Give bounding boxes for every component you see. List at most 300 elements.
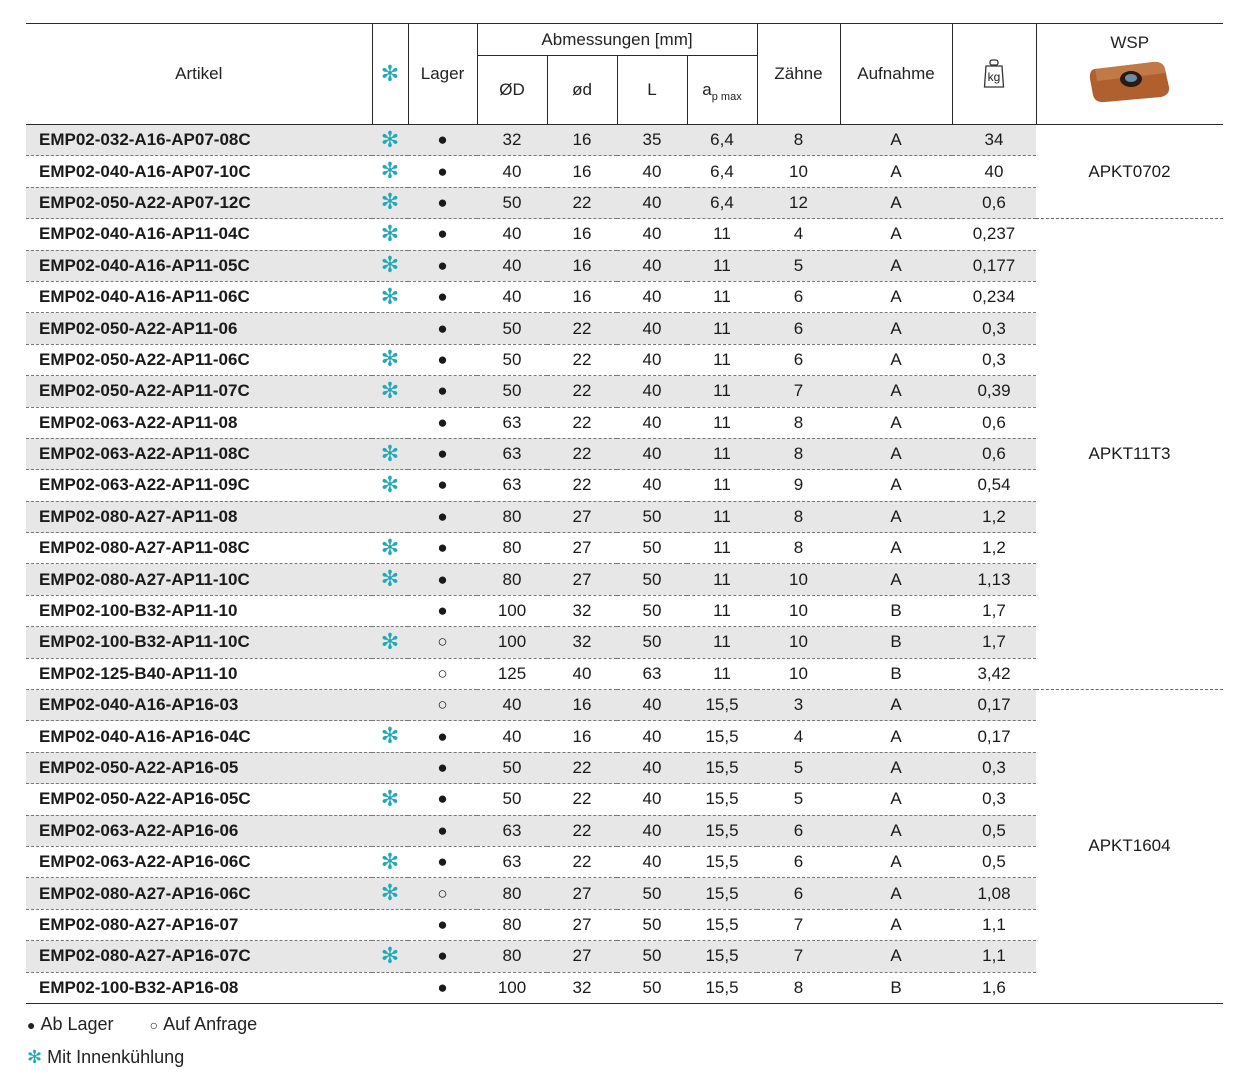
cell-d: 22 <box>547 752 617 783</box>
cell-cooling <box>372 721 408 752</box>
cell-cooling <box>372 595 408 626</box>
cell-d: 16 <box>547 721 617 752</box>
cell-aufnahme: A <box>840 219 952 250</box>
cell-cooling <box>372 533 408 564</box>
cell-artikel: EMP02-063-A22-AP11-08 <box>26 407 372 438</box>
cell-weight: 1,1 <box>952 941 1036 972</box>
cooling-icon: ✻ <box>380 189 400 215</box>
cooling-icon: ✻ <box>380 126 400 152</box>
cooling-icon: ✻ <box>380 220 400 246</box>
cell-dd: 40 <box>477 721 547 752</box>
cell-l: 40 <box>617 250 687 281</box>
cell-lager: ● <box>408 784 477 815</box>
cell-d: 32 <box>547 595 617 626</box>
cell-zaehne: 10 <box>757 595 840 626</box>
cell-l: 40 <box>617 846 687 877</box>
cell-l: 40 <box>617 721 687 752</box>
header-abmessungen: Abmessungen [mm] <box>477 24 757 56</box>
cell-dd: 50 <box>477 752 547 783</box>
cell-zaehne: 8 <box>757 972 840 1003</box>
cell-l: 50 <box>617 941 687 972</box>
cell-l: 40 <box>617 281 687 312</box>
header-d: ød <box>547 56 617 125</box>
cell-ap: 11 <box>687 344 757 375</box>
cell-lager: ● <box>408 595 477 626</box>
cell-cooling <box>372 878 408 909</box>
cell-lager: ○ <box>408 627 477 658</box>
cell-lager: ● <box>408 533 477 564</box>
cell-zaehne: 8 <box>757 125 840 156</box>
cell-d: 16 <box>547 156 617 187</box>
cell-l: 50 <box>617 595 687 626</box>
cell-artikel: EMP02-050-A22-AP11-06C <box>26 344 372 375</box>
cell-artikel: EMP02-050-A22-AP11-06 <box>26 313 372 344</box>
cooling-icon: ✻ <box>380 628 400 654</box>
header-dd: ØD <box>477 56 547 125</box>
cell-l: 40 <box>617 690 687 721</box>
cell-l: 35 <box>617 125 687 156</box>
cell-artikel: EMP02-040-A16-AP11-05C <box>26 250 372 281</box>
header-artikel: Artikel <box>26 24 372 125</box>
cell-lager: ● <box>408 376 477 407</box>
cell-lager: ● <box>408 846 477 877</box>
cell-zaehne: 5 <box>757 784 840 815</box>
cell-dd: 63 <box>477 407 547 438</box>
cell-ap: 11 <box>687 595 757 626</box>
cell-zaehne: 9 <box>757 470 840 501</box>
cooling-icon: ✻ <box>380 252 400 278</box>
table-row <box>26 125 1223 156</box>
cell-wsp: APKT0702 <box>1036 125 1223 219</box>
cell-aufnahme: B <box>840 627 952 658</box>
cell-l: 40 <box>617 752 687 783</box>
cell-l: 40 <box>617 438 687 469</box>
cooling-icon: ✻ <box>380 566 400 592</box>
cell-dd: 50 <box>477 187 547 218</box>
cell-lager: ● <box>408 501 477 532</box>
cell-aufnahme: A <box>840 690 952 721</box>
cell-weight: 0,3 <box>952 344 1036 375</box>
cell-zaehne: 8 <box>757 533 840 564</box>
table-row <box>26 219 1223 250</box>
cell-cooling <box>372 407 408 438</box>
cooling-icon: ✻ <box>380 346 400 372</box>
cell-l: 40 <box>617 187 687 218</box>
cell-dd: 100 <box>477 595 547 626</box>
cell-d: 32 <box>547 972 617 1003</box>
cell-lager: ● <box>408 125 477 156</box>
cell-ap: 6,4 <box>687 156 757 187</box>
cell-d: 27 <box>547 564 617 595</box>
cell-weight: 0,3 <box>952 313 1036 344</box>
cell-lager: ● <box>408 281 477 312</box>
cell-artikel: EMP02-063-A22-AP16-06C <box>26 846 372 877</box>
cell-lager: ● <box>408 344 477 375</box>
cell-weight: 0,5 <box>952 846 1036 877</box>
cell-l: 50 <box>617 627 687 658</box>
cooling-icon: ✻ <box>380 534 400 560</box>
cell-cooling <box>372 627 408 658</box>
cell-cooling <box>372 281 408 312</box>
cell-cooling <box>372 438 408 469</box>
cell-dd: 63 <box>477 846 547 877</box>
cell-weight: 40 <box>952 156 1036 187</box>
cell-zaehne: 10 <box>757 156 840 187</box>
cell-cooling <box>372 125 408 156</box>
cell-zaehne: 5 <box>757 752 840 783</box>
product-table <box>26 23 1223 1004</box>
cell-weight: 1,7 <box>952 595 1036 626</box>
cell-weight: 1,2 <box>952 533 1036 564</box>
cell-zaehne: 7 <box>757 941 840 972</box>
header-aufnahme: Aufnahme <box>840 24 952 125</box>
cell-wsp: APKT11T3 <box>1036 219 1223 690</box>
cell-ap: 15,5 <box>687 941 757 972</box>
cell-weight: 0,39 <box>952 376 1036 407</box>
cell-aufnahme: A <box>840 564 952 595</box>
cell-aufnahme: A <box>840 407 952 438</box>
cell-dd: 40 <box>477 219 547 250</box>
cell-ap: 15,5 <box>687 878 757 909</box>
header-l: L <box>617 56 687 125</box>
cell-weight: 1,08 <box>952 878 1036 909</box>
cooling-icon: ✻ <box>380 942 400 968</box>
cell-aufnahme: A <box>840 344 952 375</box>
cell-d: 16 <box>547 690 617 721</box>
cell-zaehne: 5 <box>757 250 840 281</box>
cell-cooling <box>372 846 408 877</box>
cell-ap: 11 <box>687 219 757 250</box>
cell-zaehne: 6 <box>757 878 840 909</box>
cell-d: 22 <box>547 470 617 501</box>
cell-lager: ● <box>408 156 477 187</box>
cell-aufnahme: A <box>840 846 952 877</box>
cell-dd: 50 <box>477 313 547 344</box>
cell-d: 40 <box>547 658 617 689</box>
cell-dd: 80 <box>477 564 547 595</box>
cell-aufnahme: A <box>840 878 952 909</box>
cell-dd: 125 <box>477 658 547 689</box>
cell-aufnahme: A <box>840 909 952 940</box>
cell-lager: ● <box>408 219 477 250</box>
cell-cooling <box>372 313 408 344</box>
cell-zaehne: 6 <box>757 344 840 375</box>
cell-ap: 11 <box>687 281 757 312</box>
cell-aufnahme: A <box>840 815 952 846</box>
cell-ap: 6,4 <box>687 187 757 218</box>
cell-d: 32 <box>547 627 617 658</box>
cell-cooling <box>372 344 408 375</box>
cell-dd: 40 <box>477 281 547 312</box>
cell-artikel: EMP02-080-A27-AP16-06C <box>26 878 372 909</box>
cell-cooling <box>372 250 408 281</box>
cell-cooling <box>372 972 408 1003</box>
cell-dd: 80 <box>477 909 547 940</box>
cell-zaehne: 10 <box>757 564 840 595</box>
cell-weight: 3,42 <box>952 658 1036 689</box>
cell-artikel: EMP02-050-A22-AP16-05C <box>26 784 372 815</box>
cell-lager: ● <box>408 564 477 595</box>
cell-aufnahme: A <box>840 533 952 564</box>
cell-dd: 32 <box>477 125 547 156</box>
cell-ap: 15,5 <box>687 721 757 752</box>
cell-ap: 15,5 <box>687 972 757 1003</box>
cell-weight: 0,177 <box>952 250 1036 281</box>
cell-weight: 1,2 <box>952 501 1036 532</box>
cell-d: 16 <box>547 125 617 156</box>
indexable-insert-icon <box>1087 57 1173 105</box>
cell-zaehne: 3 <box>757 690 840 721</box>
cell-weight: 0,237 <box>952 219 1036 250</box>
cell-artikel: EMP02-125-B40-AP11-10 <box>26 658 372 689</box>
cell-weight: 0,6 <box>952 407 1036 438</box>
cell-artikel: EMP02-100-B32-AP11-10 <box>26 595 372 626</box>
cell-l: 50 <box>617 564 687 595</box>
cooling-icon: ✻ <box>380 283 400 309</box>
cell-aufnahme: A <box>840 438 952 469</box>
cell-artikel: EMP02-080-A27-AP11-08C <box>26 533 372 564</box>
cell-ap: 11 <box>687 407 757 438</box>
cell-d: 22 <box>547 187 617 218</box>
cell-aufnahme: A <box>840 721 952 752</box>
cell-l: 40 <box>617 470 687 501</box>
cell-dd: 40 <box>477 690 547 721</box>
cell-l: 50 <box>617 878 687 909</box>
cell-dd: 50 <box>477 784 547 815</box>
cooling-icon: ✻ <box>380 471 400 497</box>
cell-ap: 15,5 <box>687 752 757 783</box>
cell-cooling <box>372 376 408 407</box>
cell-weight: 0,17 <box>952 690 1036 721</box>
cell-artikel: EMP02-080-A27-AP11-10C <box>26 564 372 595</box>
cell-d: 22 <box>547 438 617 469</box>
cell-d: 22 <box>547 407 617 438</box>
cell-aufnahme: A <box>840 941 952 972</box>
cell-artikel: EMP02-050-A22-AP16-05 <box>26 752 372 783</box>
legend-cooling-label: Mit Innenkühlung <box>47 1047 185 1067</box>
cell-l: 50 <box>617 533 687 564</box>
cell-lager: ● <box>408 313 477 344</box>
cell-zaehne: 8 <box>757 438 840 469</box>
cell-weight: 34 <box>952 125 1036 156</box>
cell-d: 27 <box>547 878 617 909</box>
cell-ap: 11 <box>687 313 757 344</box>
cell-weight: 0,3 <box>952 752 1036 783</box>
cell-d: 22 <box>547 376 617 407</box>
cell-l: 40 <box>617 815 687 846</box>
header-wsp <box>1036 24 1223 125</box>
cell-zaehne: 10 <box>757 658 840 689</box>
cell-ap: 15,5 <box>687 690 757 721</box>
cell-aufnahme: A <box>840 470 952 501</box>
wsp-title: WSP <box>1110 33 1150 52</box>
cell-artikel: EMP02-040-A16-AP11-06C <box>26 281 372 312</box>
weight-kg-icon <box>983 59 1005 89</box>
cell-artikel: EMP02-040-A16-AP11-04C <box>26 219 372 250</box>
cooling-legend-icon: ✻ <box>27 1047 43 1067</box>
header-zaehne: Zähne <box>757 24 840 125</box>
cell-zaehne: 7 <box>757 909 840 940</box>
cell-aufnahme: A <box>840 501 952 532</box>
cell-zaehne: 6 <box>757 846 840 877</box>
header-cooling <box>372 24 408 125</box>
cell-dd: 50 <box>477 344 547 375</box>
cell-lager: ○ <box>408 658 477 689</box>
cell-cooling <box>372 941 408 972</box>
cell-ap: 11 <box>687 658 757 689</box>
cell-ap: 11 <box>687 250 757 281</box>
cell-artikel: EMP02-040-A16-AP16-04C <box>26 721 372 752</box>
cell-cooling <box>372 156 408 187</box>
cell-lager: ● <box>408 250 477 281</box>
cell-zaehne: 8 <box>757 407 840 438</box>
cell-zaehne: 4 <box>757 721 840 752</box>
cell-d: 27 <box>547 501 617 532</box>
cell-weight: 0,6 <box>952 438 1036 469</box>
cell-ap: 6,4 <box>687 125 757 156</box>
cell-l: 40 <box>617 219 687 250</box>
cell-cooling <box>372 501 408 532</box>
cell-l: 40 <box>617 344 687 375</box>
cell-ap: 11 <box>687 376 757 407</box>
cell-aufnahme: B <box>840 595 952 626</box>
cooling-icon: ✻ <box>380 880 400 906</box>
cell-d: 16 <box>547 281 617 312</box>
cell-dd: 63 <box>477 815 547 846</box>
cell-lager: ○ <box>408 690 477 721</box>
cell-dd: 80 <box>477 533 547 564</box>
cell-artikel: EMP02-100-B32-AP11-10C <box>26 627 372 658</box>
cell-artikel: EMP02-080-A27-AP16-07 <box>26 909 372 940</box>
cell-l: 40 <box>617 156 687 187</box>
header-weight <box>952 24 1036 125</box>
cell-l: 50 <box>617 972 687 1003</box>
cell-artikel: EMP02-063-A22-AP11-09C <box>26 470 372 501</box>
cell-weight: 0,6 <box>952 187 1036 218</box>
cell-weight: 1,1 <box>952 909 1036 940</box>
cell-artikel: EMP02-040-A16-AP16-03 <box>26 690 372 721</box>
cell-lager: ● <box>408 721 477 752</box>
legend-row-1 <box>27 1014 257 1035</box>
cell-aufnahme: A <box>840 281 952 312</box>
cell-lager: ● <box>408 909 477 940</box>
cell-artikel: EMP02-100-B32-AP16-08 <box>26 972 372 1003</box>
cell-aufnahme: A <box>840 156 952 187</box>
weight-unit: kg <box>987 70 1001 84</box>
cell-weight: 1,13 <box>952 564 1036 595</box>
cell-lager: ● <box>408 941 477 972</box>
cell-l: 40 <box>617 313 687 344</box>
cell-lager: ● <box>408 187 477 218</box>
cell-l: 40 <box>617 407 687 438</box>
cell-d: 22 <box>547 846 617 877</box>
cell-artikel: EMP02-080-A27-AP11-08 <box>26 501 372 532</box>
cooling-icon: ✻ <box>380 60 400 86</box>
cell-zaehne: 7 <box>757 376 840 407</box>
cooling-icon: ✻ <box>380 785 400 811</box>
cell-aufnahme: B <box>840 658 952 689</box>
cell-artikel: EMP02-032-A16-AP07-08C <box>26 125 372 156</box>
cell-lager: ● <box>408 972 477 1003</box>
stock-symbol: ● <box>27 1017 36 1033</box>
cell-l: 50 <box>617 501 687 532</box>
legend-row-2 <box>27 1047 184 1068</box>
cell-d: 22 <box>547 815 617 846</box>
cell-lager: ● <box>408 438 477 469</box>
cooling-icon: ✻ <box>380 723 400 749</box>
cell-zaehne: 12 <box>757 187 840 218</box>
cell-aufnahme: B <box>840 972 952 1003</box>
cell-d: 22 <box>547 313 617 344</box>
cell-dd: 40 <box>477 156 547 187</box>
cell-lager: ● <box>408 470 477 501</box>
cell-cooling <box>372 564 408 595</box>
cell-weight: 0,17 <box>952 721 1036 752</box>
cell-zaehne: 4 <box>757 219 840 250</box>
cell-weight: 0,3 <box>952 784 1036 815</box>
cell-lager: ● <box>408 407 477 438</box>
cell-artikel: EMP02-080-A27-AP16-07C <box>26 941 372 972</box>
legend-stock-label: Ab Lager <box>40 1014 114 1034</box>
cell-dd: 100 <box>477 972 547 1003</box>
cell-dd: 80 <box>477 878 547 909</box>
cell-aufnahme: A <box>840 752 952 783</box>
cell-aufnahme: A <box>840 125 952 156</box>
cell-dd: 100 <box>477 627 547 658</box>
cell-cooling <box>372 219 408 250</box>
cell-zaehne: 6 <box>757 815 840 846</box>
cooling-icon: ✻ <box>380 377 400 403</box>
cell-ap: 11 <box>687 533 757 564</box>
cell-d: 16 <box>547 250 617 281</box>
cell-cooling <box>372 752 408 783</box>
cell-ap: 11 <box>687 564 757 595</box>
cell-ap: 11 <box>687 501 757 532</box>
cell-ap: 11 <box>687 470 757 501</box>
cell-cooling <box>372 187 408 218</box>
cell-aufnahme: A <box>840 187 952 218</box>
cooling-icon: ✻ <box>380 440 400 466</box>
cell-cooling <box>372 690 408 721</box>
request-symbol: ○ <box>149 1017 159 1033</box>
cell-zaehne: 8 <box>757 501 840 532</box>
cell-dd: 63 <box>477 438 547 469</box>
cell-artikel: EMP02-040-A16-AP07-10C <box>26 156 372 187</box>
cell-ap: 15,5 <box>687 846 757 877</box>
header-ap-main: a <box>702 80 712 99</box>
cell-artikel: EMP02-063-A22-AP16-06 <box>26 815 372 846</box>
table-row <box>26 690 1223 721</box>
cell-artikel: EMP02-063-A22-AP11-08C <box>26 438 372 469</box>
cell-l: 40 <box>617 376 687 407</box>
cell-lager: ○ <box>408 878 477 909</box>
cell-dd: 50 <box>477 376 547 407</box>
cell-aufnahme: A <box>840 784 952 815</box>
cell-weight: 0,234 <box>952 281 1036 312</box>
cell-zaehne: 6 <box>757 281 840 312</box>
cell-aufnahme: A <box>840 376 952 407</box>
header-ap-sub: p max <box>711 91 742 103</box>
cell-weight: 0,5 <box>952 815 1036 846</box>
cell-cooling <box>372 784 408 815</box>
cell-lager: ● <box>408 815 477 846</box>
cell-l: 63 <box>617 658 687 689</box>
cooling-icon: ✻ <box>380 848 400 874</box>
cell-weight: 1,6 <box>952 972 1036 1003</box>
cell-d: 22 <box>547 344 617 375</box>
cell-cooling <box>372 658 408 689</box>
cell-dd: 80 <box>477 941 547 972</box>
